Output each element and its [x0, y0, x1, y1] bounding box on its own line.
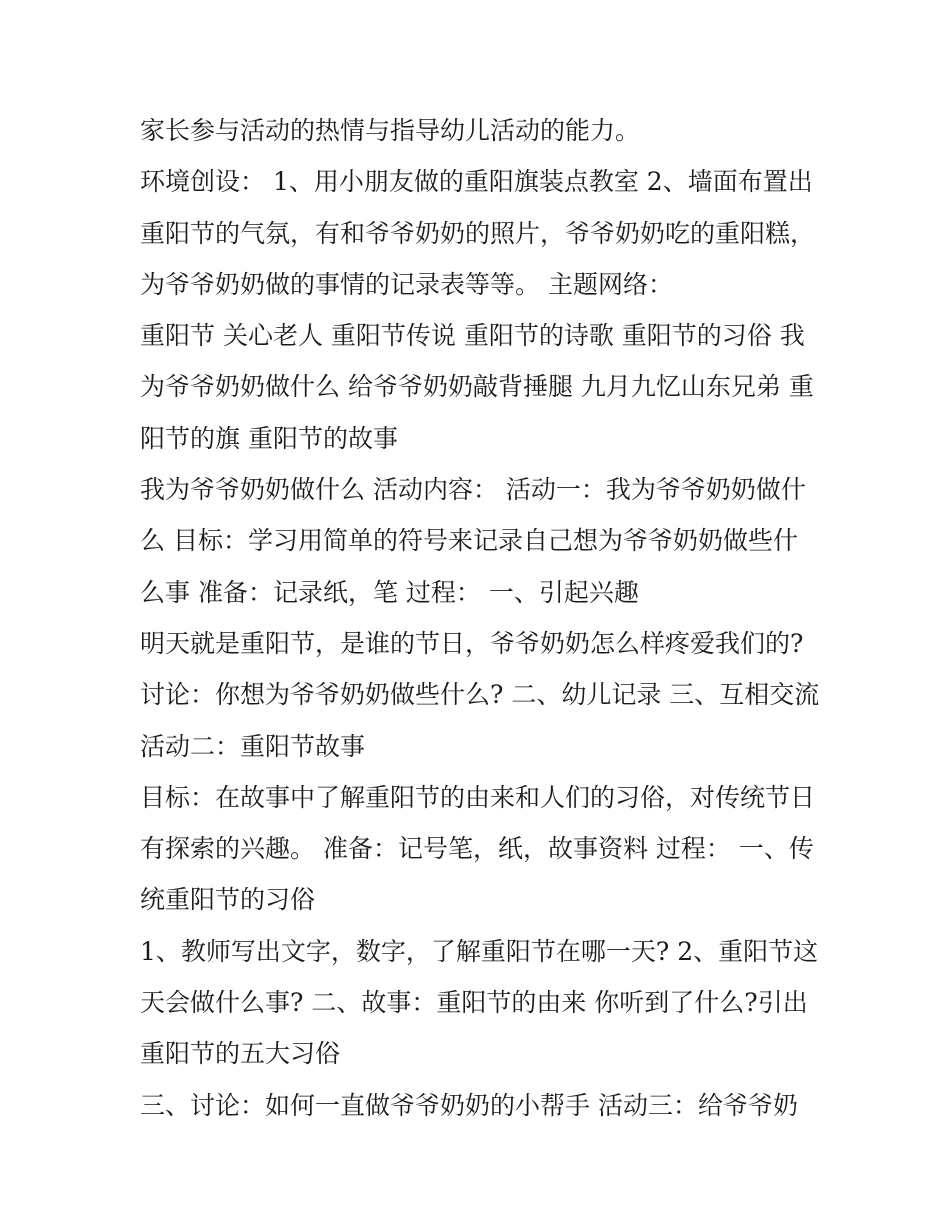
text-line: 讨论：你想为爷爷奶奶做些什么? 二、幼儿记录 三、互相交流 [140, 680, 820, 710]
text-line: 重阳节的气氛，有和爷爷奶奶的照片，爷爷奶奶吃的重阳糕， [140, 218, 816, 248]
text-line: 明天就是重阳节，是谁的节日，爷爷奶奶怎么样疼爱我们的? [140, 628, 804, 658]
text-line: 活动二：重阳节故事 [140, 731, 366, 761]
text-line: 我为爷爷奶奶做什么 活动内容： 活动一：我为爷爷奶奶做什 [140, 475, 806, 505]
body-text [140, 105, 820, 1131]
text-line: 天会做什么事? 二、故事：重阳节的由来 你听到了什么?引出 [140, 988, 808, 1018]
text-line: 环境创设： 1、用小朋友做的重阳旗装点教室 2、墙面布置出 [140, 167, 813, 197]
text-line: 为爷爷奶奶做什么 给爷爷奶奶敲背捶腿 九月九忆山东兄弟 重 [140, 372, 814, 402]
text-line: 1、教师写出文字，数字，了解重阳节在哪一天? 2、重阳节这 [140, 936, 819, 966]
text-line: 目标：在故事中了解重阳节的由来和人们的习俗，对传统节日 [140, 782, 816, 812]
text-line: 么事 准备：记录纸，笔 过程： 一、引起兴趣 [140, 577, 639, 607]
text-line: 阳节的旗 重阳节的故事 [140, 423, 398, 453]
text-line: 重阳节的五大习俗 [140, 1039, 341, 1069]
text-line: 有探索的兴趣。 准备：记号笔，纸，故事资料 过程： 一、传 [140, 834, 814, 864]
text-line: 三、讨论：如何一直做爷爷奶奶的小帮手 活动三：给爷爷奶 [140, 1090, 798, 1120]
text-line: 家长参与活动的热情与指导幼儿活动的能力。 [140, 116, 641, 145]
text-line: 么 目标：学习用简单的符号来记录自己想为爷爷奶奶做些什 [140, 526, 798, 556]
text-line: 重阳节 关心老人 重阳节传说 重阳节的诗歌 重阳节的习俗 我 [140, 321, 805, 351]
text-line: 统重阳节的习俗 [140, 885, 316, 915]
text-line: 为爷爷奶奶做的事情的记录表等等。 主题网络： [140, 269, 673, 299]
